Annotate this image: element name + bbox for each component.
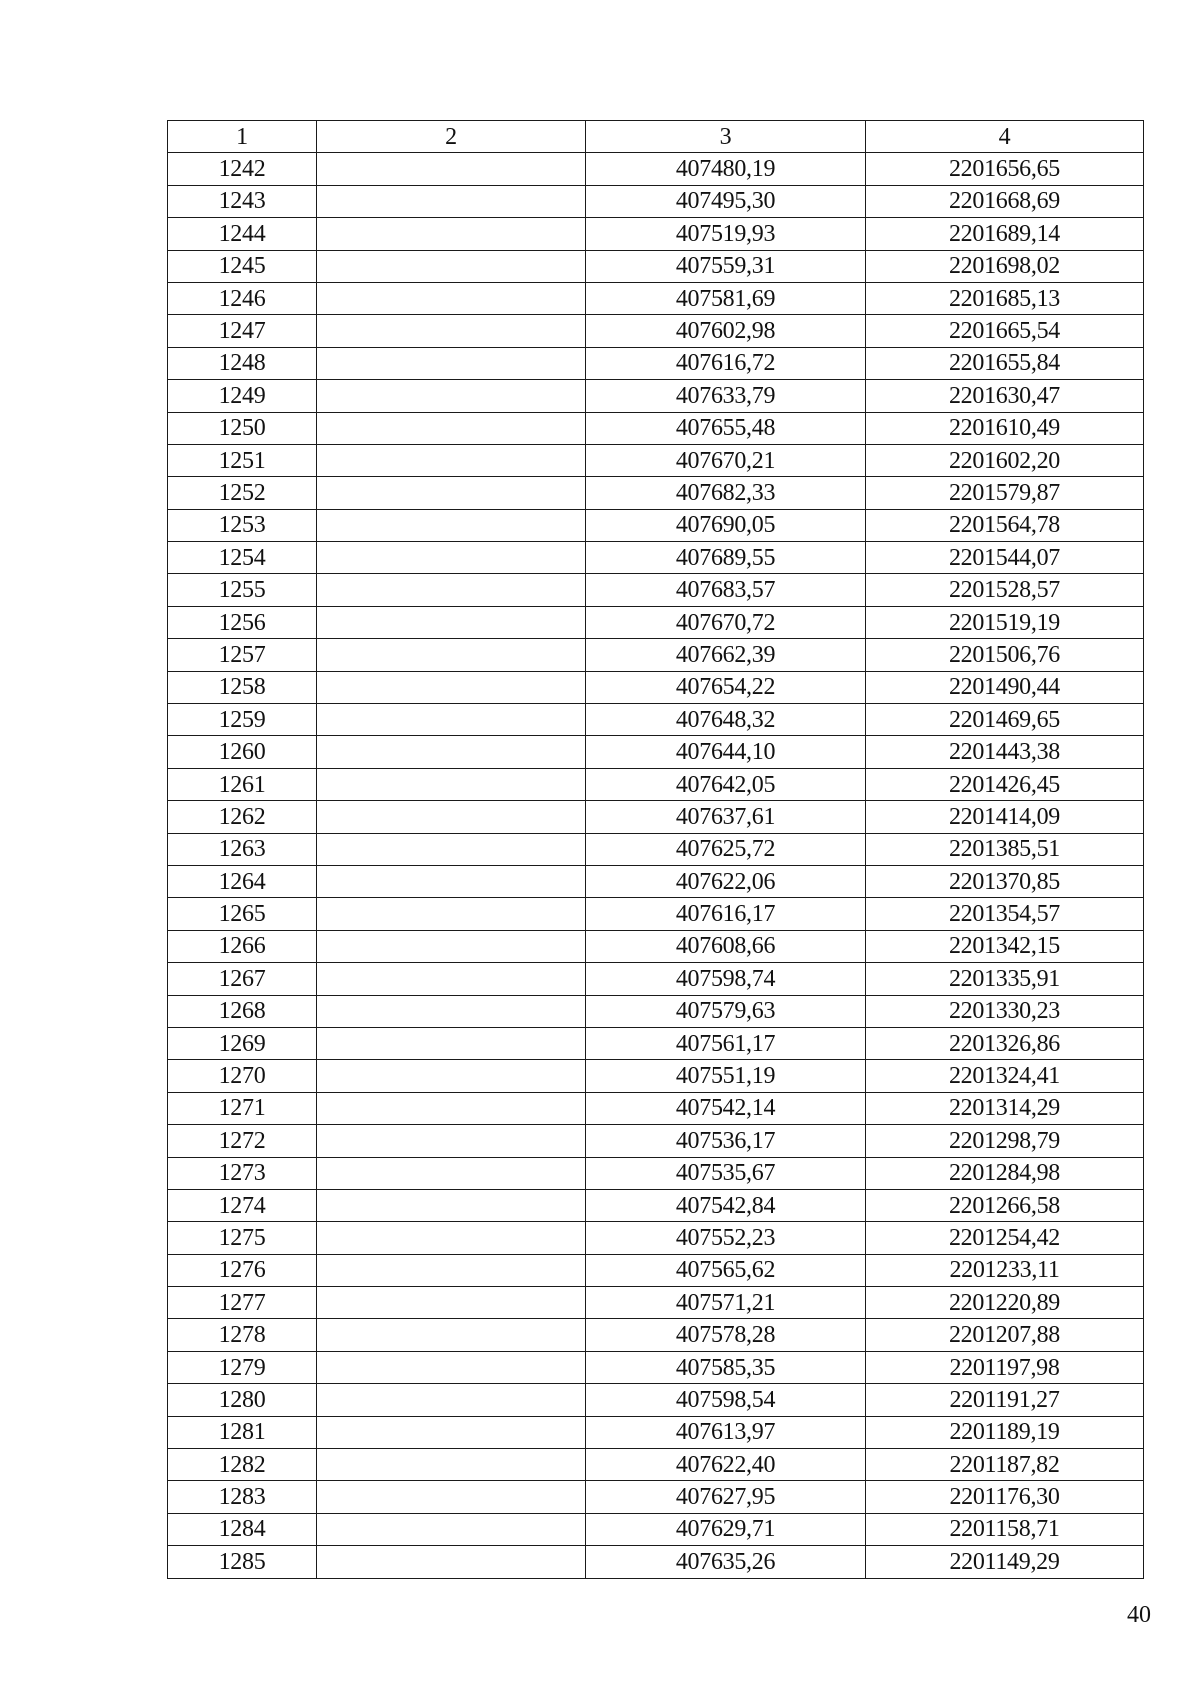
table-row [168,509,1144,541]
y-coordinate-cell: 2201689,14 [866,218,1144,250]
description-cell [317,185,586,217]
table-row [168,963,1144,995]
y-coordinate-cell: 2201506,76 [866,639,1144,671]
x-coordinate-cell: 407625,72 [586,833,866,865]
table-row [168,1384,1144,1416]
x-coordinate-cell: 407585,35 [586,1351,866,1383]
description-cell [317,509,586,541]
description-cell [317,282,586,314]
point-number-cell: 1250 [168,412,317,444]
y-coordinate-cell: 2201197,98 [866,1351,1144,1383]
point-number-cell: 1273 [168,1157,317,1189]
y-coordinate-cell: 2201370,85 [866,865,1144,897]
point-number-cell: 1285 [168,1546,317,1578]
y-coordinate-cell: 2201149,29 [866,1546,1144,1578]
description-cell [317,444,586,476]
point-number-cell: 1283 [168,1481,317,1513]
x-coordinate-cell: 407551,19 [586,1060,866,1092]
point-number-cell: 1276 [168,1254,317,1286]
description-cell [317,1319,586,1351]
x-coordinate-cell: 407670,21 [586,444,866,476]
point-number-cell: 1268 [168,995,317,1027]
x-coordinate-cell: 407535,67 [586,1157,866,1189]
y-coordinate-cell: 2201330,23 [866,995,1144,1027]
y-coordinate-cell: 2201189,19 [866,1416,1144,1448]
y-coordinate-cell: 2201324,41 [866,1060,1144,1092]
table-row [168,380,1144,412]
table-row [168,1189,1144,1221]
table-row [168,282,1144,314]
y-coordinate-cell: 2201326,86 [866,1027,1144,1059]
description-cell [317,1481,586,1513]
y-coordinate-cell: 2201284,98 [866,1157,1144,1189]
y-coordinate-cell: 2201544,07 [866,542,1144,574]
point-number-cell: 1264 [168,865,317,897]
table-row [168,315,1144,347]
point-number-cell: 1263 [168,833,317,865]
x-coordinate-cell: 407559,31 [586,250,866,282]
y-coordinate-cell: 2201630,47 [866,380,1144,412]
x-coordinate-cell: 407690,05 [586,509,866,541]
description-cell [317,574,586,606]
point-number-cell: 1281 [168,1416,317,1448]
x-coordinate-cell: 407648,32 [586,704,866,736]
y-coordinate-cell: 2201685,13 [866,282,1144,314]
point-number-cell: 1278 [168,1319,317,1351]
x-coordinate-cell: 407644,10 [586,736,866,768]
table-row [168,865,1144,897]
table-row [168,542,1144,574]
point-number-cell: 1275 [168,1222,317,1254]
y-coordinate-cell: 2201298,79 [866,1125,1144,1157]
header-col-1: 1 [168,121,317,153]
point-number-cell: 1270 [168,1060,317,1092]
point-number-cell: 1265 [168,898,317,930]
x-coordinate-cell: 407637,61 [586,801,866,833]
table-row [168,1222,1144,1254]
table-row [168,704,1144,736]
description-cell [317,606,586,638]
point-number-cell: 1284 [168,1513,317,1545]
point-number-cell: 1262 [168,801,317,833]
x-coordinate-cell: 407571,21 [586,1287,866,1319]
description-cell [317,736,586,768]
description-cell [317,639,586,671]
point-number-cell: 1247 [168,315,317,347]
point-number-cell: 1254 [168,542,317,574]
description-cell [317,1157,586,1189]
x-coordinate-cell: 407622,40 [586,1449,866,1481]
table-row [168,930,1144,962]
y-coordinate-cell: 2201254,42 [866,1222,1144,1254]
point-number-cell: 1260 [168,736,317,768]
point-number-cell: 1243 [168,185,317,217]
y-coordinate-cell: 2201414,09 [866,801,1144,833]
table-header [168,121,1144,153]
table-row [168,153,1144,185]
table-row [168,995,1144,1027]
x-coordinate-cell: 407602,98 [586,315,866,347]
point-number-cell: 1266 [168,930,317,962]
x-coordinate-cell: 407629,71 [586,1513,866,1545]
table-row [168,833,1144,865]
description-cell [317,833,586,865]
header-row [168,121,1144,153]
y-coordinate-cell: 2201335,91 [866,963,1144,995]
table-row [168,1027,1144,1059]
table-row [168,1287,1144,1319]
x-coordinate-cell: 407536,17 [586,1125,866,1157]
description-cell [317,1254,586,1286]
y-coordinate-cell: 2201490,44 [866,671,1144,703]
description-cell [317,1092,586,1124]
point-number-cell: 1271 [168,1092,317,1124]
table-row [168,1319,1144,1351]
table-row [168,671,1144,703]
y-coordinate-cell: 2201665,54 [866,315,1144,347]
x-coordinate-cell: 407613,97 [586,1416,866,1448]
point-number-cell: 1253 [168,509,317,541]
page-number: 40 [1127,1602,1151,1628]
table-row [168,1449,1144,1481]
description-cell [317,153,586,185]
point-number-cell: 1249 [168,380,317,412]
point-number-cell: 1255 [168,574,317,606]
point-number-cell: 1257 [168,639,317,671]
table-row [168,1157,1144,1189]
table-row [168,1351,1144,1383]
x-coordinate-cell: 407662,39 [586,639,866,671]
y-coordinate-cell: 2201266,58 [866,1189,1144,1221]
x-coordinate-cell: 407683,57 [586,574,866,606]
description-cell [317,865,586,897]
description-cell [317,1222,586,1254]
description-cell [317,542,586,574]
table-row [168,1481,1144,1513]
y-coordinate-cell: 2201519,19 [866,606,1144,638]
x-coordinate-cell: 407565,62 [586,1254,866,1286]
point-number-cell: 1248 [168,347,317,379]
point-number-cell: 1282 [168,1449,317,1481]
description-cell [317,1384,586,1416]
description-cell [317,995,586,1027]
y-coordinate-cell: 2201176,30 [866,1481,1144,1513]
y-coordinate-cell: 2201668,69 [866,185,1144,217]
table-row [168,1546,1144,1578]
y-coordinate-cell: 2201187,82 [866,1449,1144,1481]
x-coordinate-cell: 407633,79 [586,380,866,412]
description-cell [317,477,586,509]
description-cell [317,1125,586,1157]
table-row [168,574,1144,606]
point-number-cell: 1269 [168,1027,317,1059]
x-coordinate-cell: 407542,84 [586,1189,866,1221]
table-row [168,639,1144,671]
description-cell [317,380,586,412]
description-cell [317,347,586,379]
header-col-4: 4 [866,121,1144,153]
x-coordinate-cell: 407552,23 [586,1222,866,1254]
x-coordinate-cell: 407616,72 [586,347,866,379]
table-row [168,801,1144,833]
table-row [168,477,1144,509]
table-row [168,1254,1144,1286]
description-cell [317,704,586,736]
y-coordinate-cell: 2201564,78 [866,509,1144,541]
x-coordinate-cell: 407542,14 [586,1092,866,1124]
description-cell [317,1189,586,1221]
x-coordinate-cell: 407622,06 [586,865,866,897]
description-cell [317,218,586,250]
point-number-cell: 1279 [168,1351,317,1383]
y-coordinate-cell: 2201385,51 [866,833,1144,865]
y-coordinate-cell: 2201220,89 [866,1287,1144,1319]
x-coordinate-cell: 407616,17 [586,898,866,930]
x-coordinate-cell: 407495,30 [586,185,866,217]
point-number-cell: 1274 [168,1189,317,1221]
point-number-cell: 1242 [168,153,317,185]
x-coordinate-cell: 407581,69 [586,282,866,314]
point-number-cell: 1252 [168,477,317,509]
y-coordinate-cell: 2201233,11 [866,1254,1144,1286]
description-cell [317,1060,586,1092]
description-cell [317,250,586,282]
point-number-cell: 1267 [168,963,317,995]
point-number-cell: 1256 [168,606,317,638]
description-cell [317,1449,586,1481]
y-coordinate-cell: 2201314,29 [866,1092,1144,1124]
description-cell [317,1513,586,1545]
y-coordinate-cell: 2201698,02 [866,250,1144,282]
table-row [168,347,1144,379]
x-coordinate-cell: 407635,26 [586,1546,866,1578]
table-row [168,412,1144,444]
table-row [168,218,1144,250]
description-cell [317,315,586,347]
y-coordinate-cell: 2201469,65 [866,704,1144,736]
point-number-cell: 1277 [168,1287,317,1319]
point-number-cell: 1246 [168,282,317,314]
description-cell [317,671,586,703]
point-number-cell: 1272 [168,1125,317,1157]
x-coordinate-cell: 407598,54 [586,1384,866,1416]
point-number-cell: 1245 [168,250,317,282]
description-cell [317,1351,586,1383]
x-coordinate-cell: 407642,05 [586,768,866,800]
table-row [168,1125,1144,1157]
description-cell [317,1416,586,1448]
table-row [168,1092,1144,1124]
table-row [168,768,1144,800]
description-cell [317,1287,586,1319]
description-cell [317,768,586,800]
table-row [168,736,1144,768]
point-number-cell: 1251 [168,444,317,476]
table-row [168,185,1144,217]
x-coordinate-cell: 407627,95 [586,1481,866,1513]
table-row [168,250,1144,282]
x-coordinate-cell: 407561,17 [586,1027,866,1059]
y-coordinate-cell: 2201579,87 [866,477,1144,509]
y-coordinate-cell: 2201443,38 [866,736,1144,768]
description-cell [317,898,586,930]
header-col-2: 2 [317,121,586,153]
table-row [168,1513,1144,1545]
point-number-cell: 1258 [168,671,317,703]
x-coordinate-cell: 407689,55 [586,542,866,574]
y-coordinate-cell: 2201342,15 [866,930,1144,962]
y-coordinate-cell: 2201602,20 [866,444,1144,476]
x-coordinate-cell: 407578,28 [586,1319,866,1351]
description-cell [317,930,586,962]
coordinates-table [167,120,1144,1579]
x-coordinate-cell: 407598,74 [586,963,866,995]
x-coordinate-cell: 407682,33 [586,477,866,509]
point-number-cell: 1259 [168,704,317,736]
x-coordinate-cell: 407655,48 [586,412,866,444]
x-coordinate-cell: 407608,66 [586,930,866,962]
y-coordinate-cell: 2201610,49 [866,412,1144,444]
header-col-3: 3 [586,121,866,153]
y-coordinate-cell: 2201354,57 [866,898,1144,930]
y-coordinate-cell: 2201528,57 [866,574,1144,606]
point-number-cell: 1280 [168,1384,317,1416]
y-coordinate-cell: 2201207,88 [866,1319,1144,1351]
x-coordinate-cell: 407579,63 [586,995,866,1027]
table-row [168,444,1144,476]
description-cell [317,963,586,995]
description-cell [317,412,586,444]
x-coordinate-cell: 407480,19 [586,153,866,185]
table-row [168,606,1144,638]
point-number-cell: 1244 [168,218,317,250]
table-row [168,1060,1144,1092]
y-coordinate-cell: 2201655,84 [866,347,1144,379]
table-body [168,153,1144,1578]
y-coordinate-cell: 2201158,71 [866,1513,1144,1545]
point-number-cell: 1261 [168,768,317,800]
description-cell [317,801,586,833]
table-row [168,1416,1144,1448]
y-coordinate-cell: 2201426,45 [866,768,1144,800]
x-coordinate-cell: 407654,22 [586,671,866,703]
x-coordinate-cell: 407519,93 [586,218,866,250]
y-coordinate-cell: 2201656,65 [866,153,1144,185]
description-cell [317,1027,586,1059]
table-row [168,898,1144,930]
x-coordinate-cell: 407670,72 [586,606,866,638]
description-cell [317,1546,586,1578]
y-coordinate-cell: 2201191,27 [866,1384,1144,1416]
